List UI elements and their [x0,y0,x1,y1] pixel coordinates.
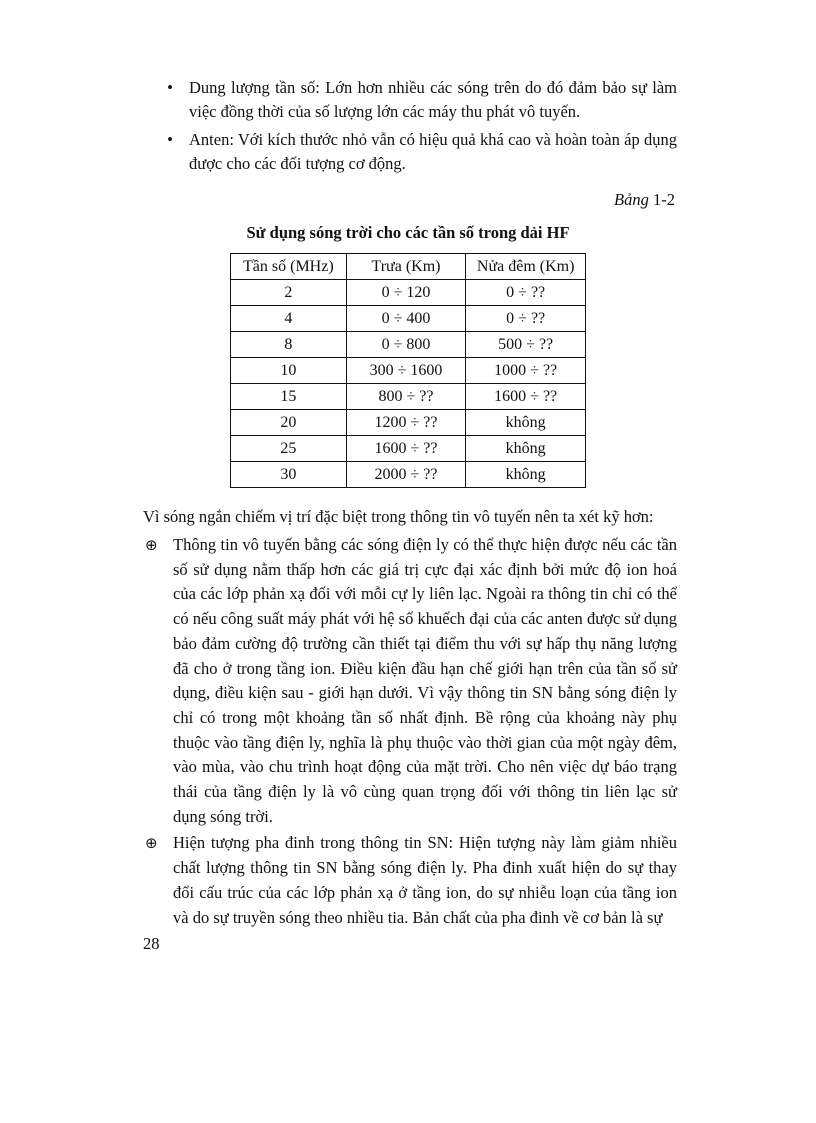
cell-midnight: không [466,436,586,462]
bullet-text: Anten: Với kích thước nhỏ vẫn có hiệu quả khá cao và hoàn toàn áp dụng được cho các đối tượng cơ động. [189,130,677,173]
cell-midnight: 1600 ÷ ?? [466,384,586,410]
table-row [231,306,586,332]
cell-midnight: 1000 ÷ ?? [466,358,586,384]
list-item-text: Thông tin vô tuyến bằng các sóng điện ly có thể thực hiện được nếu các tần số sử dụng nằm thấp hơn các giá trị cực đại xác định bởi mức độ ion hoá của các lớp phản xạ đối với mỗi cự ly liên lạc. Ngoài ra thông tin chỉ có thể có nếu công suất máy phát với hệ số khuếch đại của các anten được sử dụng bảo đảm cường độ trường cần thiết tại điểm thu với sự hấp thụ năng lượng đã cho ở trong tầng ion. Điều kiện đầu hạn chế giới hạn trên của tần số sử dụng, điều kiện sau - giới hạn dưới. Vì vậy thông tin SN bằng sóng điện ly chỉ có trong một khoảng tần số nhất định. Bề rộng của khoảng này phụ thuộc vào tầng điện ly, nghĩa là phụ thuộc vào thời gian của một ngày đêm, vào mùa, vào chu trình hoạt động của mặt trời. Cho nên việc dự báo trạng thái của tầng điện ly là vô cùng quan trọng đối với thông tin liên lạc sử dụng sóng trời. [173,535,677,826]
cell-frequency: 8 [231,332,347,358]
cell-midnight: không [466,462,586,488]
table-ref-number: 1-2 [653,190,675,209]
cell-noon: 0 ÷ 800 [346,332,466,358]
cell-noon: 1200 ÷ ?? [346,410,466,436]
table-reference [614,188,675,212]
list-item-ionospheric-communication [145,533,677,829]
frequency-range-table [230,253,586,488]
intro-paragraph: Vì sóng ngắn chiếm vị trí đặc biệt trong thông tin vô tuyến nên ta xét kỹ hơn: [143,507,654,526]
cell-noon: 0 ÷ 400 [346,306,466,332]
cell-frequency: 25 [231,436,347,462]
circled-plus-list [145,533,677,932]
cell-frequency: 10 [231,358,347,384]
list-item-text: Hiện tượng pha đinh trong thông tin SN: Hiện tượng này làm giảm nhiều chất lượng thông tin SN bằng sóng điện ly. Pha đinh xuất hiện do sự thay đổi cấu trúc của các lớp phản xạ ở tầng ion, do sự nhiễu loạn của tầng ion và do sự truyền sóng theo nhiều tia. Bản chất của pha đinh về cơ bản là sự [173,833,677,927]
table-row [231,280,586,306]
bullet-icon: • [167,78,173,97]
cell-noon: 0 ÷ 120 [346,280,466,306]
cell-frequency: 15 [231,384,347,410]
table-row [231,462,586,488]
header-midnight: Nửa đêm (Km) [466,254,586,280]
table-row [231,384,586,410]
cell-midnight: 0 ÷ ?? [466,280,586,306]
table-row [231,358,586,384]
cell-midnight: không [466,410,586,436]
bullet-item-frequency-capacity [161,76,677,124]
cell-frequency: 2 [231,280,347,306]
cell-noon: 2000 ÷ ?? [346,462,466,488]
table-title: Sử dụng sóng trời cho các tần số trong dải HF [246,223,570,242]
table-header-row [231,254,586,280]
header-noon: Trưa (Km) [346,254,466,280]
cell-midnight: 0 ÷ ?? [466,306,586,332]
table-row [231,436,586,462]
cell-frequency: 30 [231,462,347,488]
cell-frequency: 20 [231,410,347,436]
header-frequency: Tần số (MHz) [231,254,347,280]
list-item-fading [145,831,677,930]
cell-noon: 800 ÷ ?? [346,384,466,410]
cell-noon: 300 ÷ 1600 [346,358,466,384]
table-ref-word: Bảng [614,190,649,209]
circled-plus-icon: ⊕ [145,834,158,853]
cell-noon: 1600 ÷ ?? [346,436,466,462]
cell-frequency: 4 [231,306,347,332]
bullet-text: Dung lượng tần số: Lớn hơn nhiều các sóng trên do đó đảm bảo sự làm việc đồng thời của số lượng lớn các máy thu phát vô tuyến. [189,78,677,121]
table-row [231,410,586,436]
cell-midnight: 500 ÷ ?? [466,332,586,358]
bullet-item-antenna [161,128,677,176]
circled-plus-icon: ⊕ [145,536,158,554]
table-row [231,332,586,358]
page-number: 28 [143,934,160,953]
bullet-icon: • [167,130,173,149]
bullet-list [161,76,677,180]
